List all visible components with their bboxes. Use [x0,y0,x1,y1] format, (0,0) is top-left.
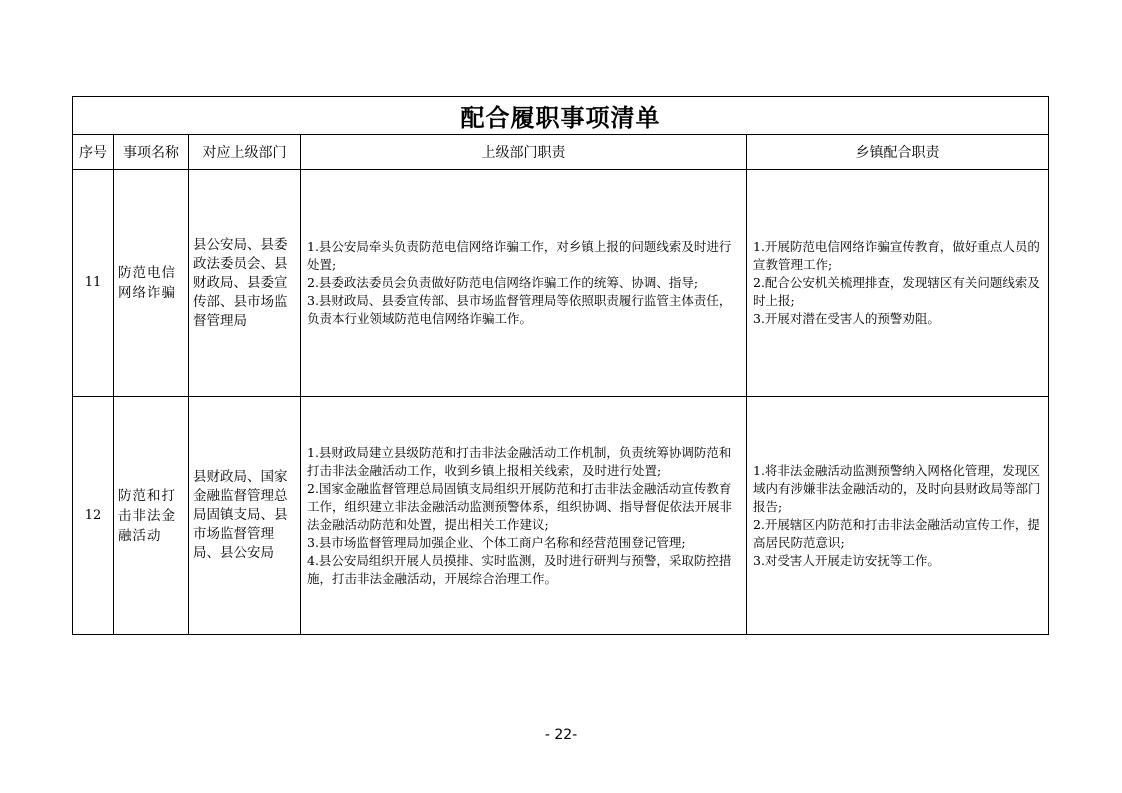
table-row [73,397,1049,635]
duty-item: 3.对受害人开展走访安抚等工作。 [753,552,940,568]
duty-item: 1.开展防范电信网络诈骗宣传教育，做好重点人员的宣教管理工作; [753,239,1040,272]
row-upper-duty [301,170,747,397]
row-item-name: 防范电信网络诈骗 [114,170,189,397]
row-town-duty [747,170,1049,397]
header-town-duty: 乡镇配合职责 [747,135,1049,170]
table-row [73,170,1049,397]
row-dept: 县财政局、国家金融监督管理总局固镇支局、县市场监督管理局、县公安局 [189,397,301,635]
row-item-name: 防范和打击非法金融活动 [114,397,189,635]
duty-item: 1.县公安局牵头负责防范电信网络诈骗工作，对乡镇上报的问题线索及时进行处置; [307,239,732,272]
duty-item: 2.县委政法委员会负责做好防范电信网络诈骗工作的统筹、协调、指导; [307,275,699,290]
row-town-duty [747,397,1049,635]
header-upper-duty: 上级部门职责 [301,135,747,170]
row-upper-duty [301,397,747,635]
header-dept: 对应上级部门 [189,135,301,170]
duty-item: 2.国家金融监督管理总局固镇支局组织开展防范和打击非法金融活动宣传教育工作，组织建立非法金融活动监测预警体系，组织协调、指导督促依法开展非法金融活动防范和处置，提出相关工作建议; [307,480,733,532]
duty-item: 4.县公安局组织开展人员摸排、实时监测，及时进行研判与预警，采取防控措施，打击非法金融活动，开展综合治理工作。 [307,552,732,586]
row-dept: 县公安局、县委政法委员会、县财政局、县委宣传部、县市场监督管理局 [189,170,301,397]
header-seq: 序号 [73,135,114,170]
header-item-name: 事项名称 [114,135,189,170]
duty-item: 3.县市场监督管理局加强企业、个体工商户名称和经营范围登记管理; [307,534,686,550]
duty-item: 1.县财政局建立县级防范和打击非法金融活动工作机制，负责统筹协调防范和打击非法金融活动工作，收到乡镇上报相关线索，及时进行处置; [307,444,732,478]
duty-item: 3.县财政局、县委宣传部、县市场监督管理局等依照职责履行监管主体责任，负责本行业领域防范电信网络诈骗工作。 [307,293,732,326]
duty-item: 2.配合公安机关梳理排查，发现辖区有关问题线索及时上报; [753,275,1040,308]
duty-item: 2.开展辖区内防范和打击非法金融活动宣传工作，提高居民防范意识; [753,516,1040,550]
duty-item: 3.开展对潜在受害人的预警劝阻。 [753,311,940,326]
row-seq: 11 [73,170,114,397]
row-seq: 12 [73,397,114,635]
duty-table [72,96,1049,635]
table-title: 配合履职事项清单 [73,97,1049,135]
duty-item: 1.将非法金融活动监测预警纳入网格化管理，发现区域内有涉嫌非法金融活动的，及时向县财政局等部门报告; [753,462,1041,514]
header-row [73,135,1049,170]
page-number: - 22- [544,727,578,743]
